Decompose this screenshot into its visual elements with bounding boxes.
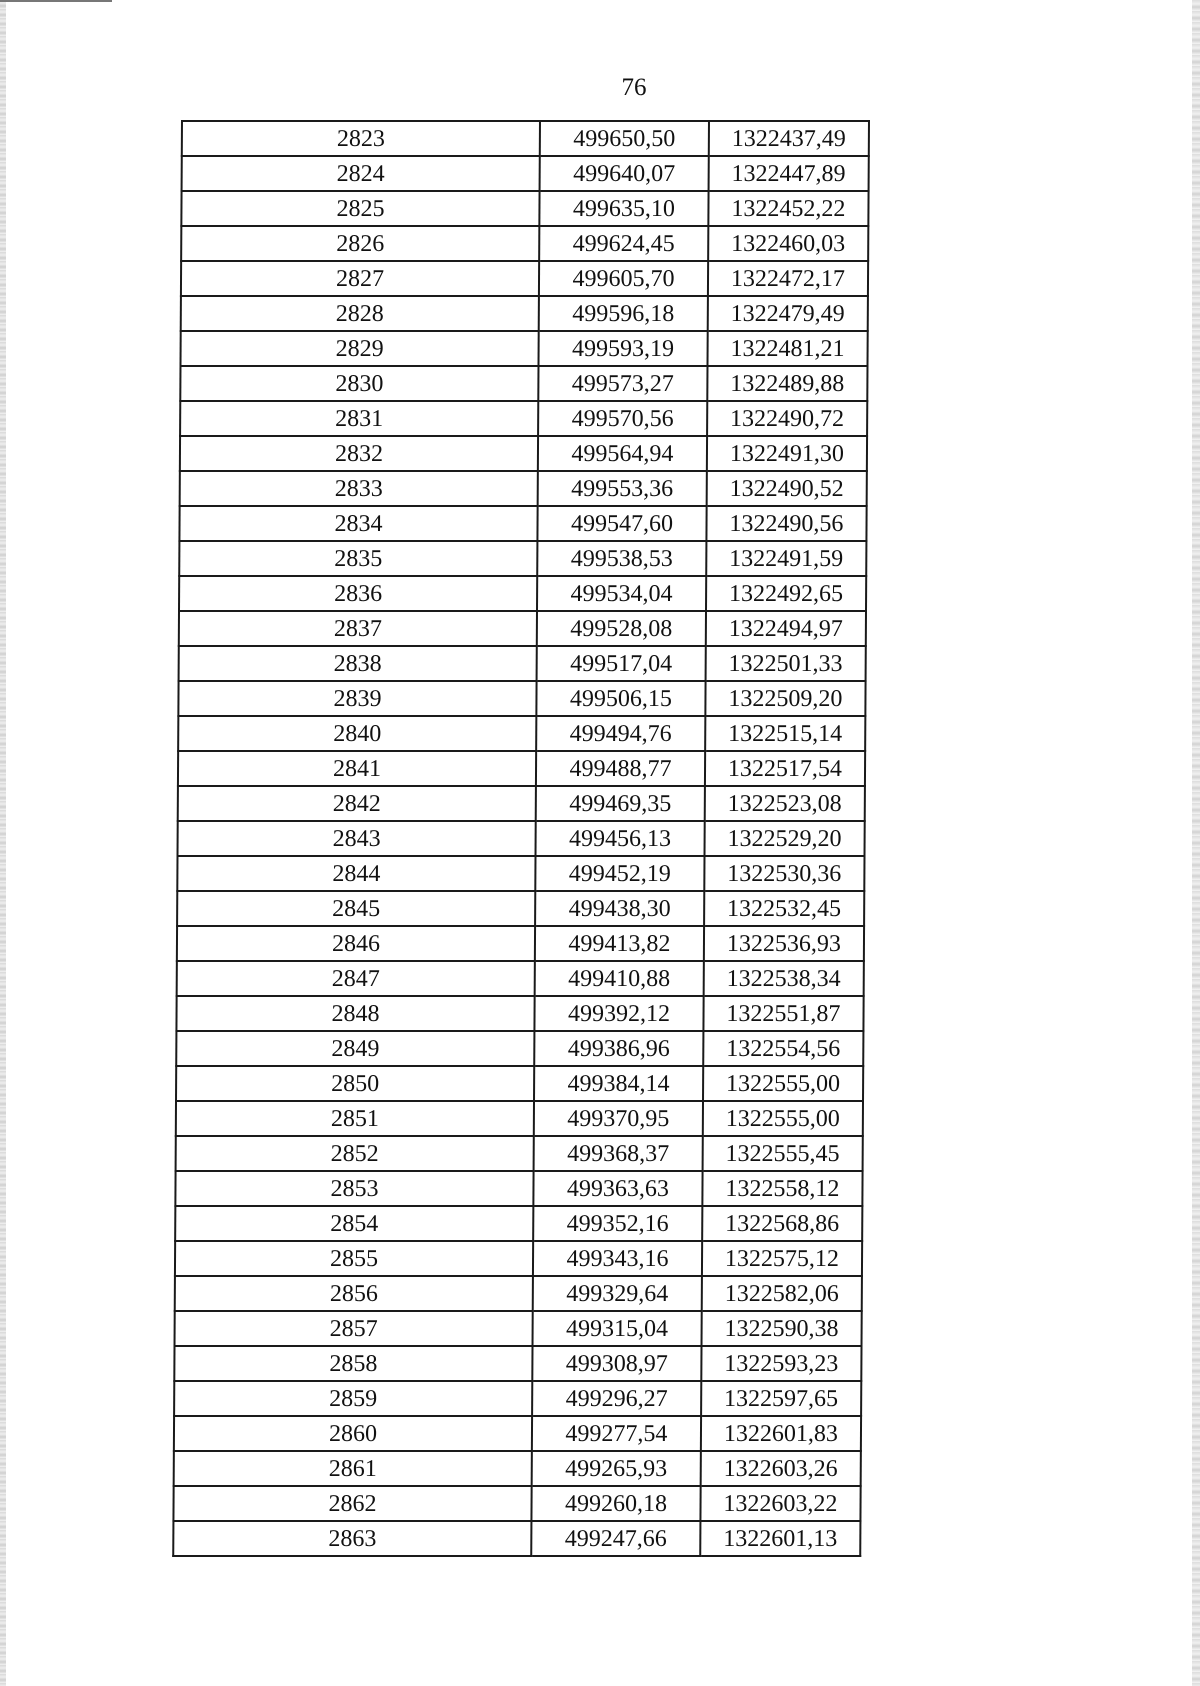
- y-coordinate-cell: 1322575,12: [702, 1241, 862, 1276]
- table-row: [174, 1346, 861, 1381]
- scan-edge-right: [1192, 0, 1200, 1686]
- x-coordinate-cell: 499494,76: [536, 716, 705, 751]
- table-row: [180, 331, 867, 366]
- x-coordinate-cell: 499456,13: [536, 821, 705, 856]
- point-number-cell: 2855: [175, 1241, 533, 1276]
- point-number-cell: 2859: [174, 1381, 532, 1416]
- point-number-cell: 2840: [178, 716, 536, 751]
- y-coordinate-cell: 1322603,26: [700, 1451, 860, 1486]
- y-coordinate-cell: 1322597,65: [701, 1381, 861, 1416]
- x-coordinate-cell: 499296,27: [532, 1381, 701, 1416]
- x-coordinate-cell: 499386,96: [534, 1031, 703, 1066]
- x-coordinate-cell: 499640,07: [540, 156, 709, 191]
- x-coordinate-cell: 499624,45: [539, 226, 708, 261]
- x-coordinate-cell: 499315,04: [533, 1311, 702, 1346]
- point-number-cell: 2851: [176, 1101, 534, 1136]
- table-row: [179, 611, 866, 646]
- x-coordinate-cell: 499368,37: [534, 1136, 703, 1171]
- y-coordinate-cell: 1322491,30: [707, 436, 867, 471]
- table-row: [181, 191, 868, 226]
- y-coordinate-cell: 1322536,93: [704, 926, 864, 961]
- y-coordinate-cell: 1322590,38: [701, 1311, 861, 1346]
- table-row: [181, 226, 868, 261]
- y-coordinate-cell: 1322554,56: [703, 1031, 863, 1066]
- x-coordinate-cell: 499553,36: [538, 471, 707, 506]
- x-coordinate-cell: 499343,16: [533, 1241, 702, 1276]
- y-coordinate-cell: 1322555,00: [703, 1066, 863, 1101]
- point-number-cell: 2854: [175, 1206, 533, 1241]
- point-number-cell: 2861: [174, 1451, 532, 1486]
- point-number-cell: 2835: [179, 541, 537, 576]
- x-coordinate-cell: 499452,19: [535, 856, 704, 891]
- table-row: [173, 1486, 860, 1521]
- table-row: [176, 1101, 863, 1136]
- y-coordinate-cell: 1322530,36: [704, 856, 864, 891]
- x-coordinate-cell: 499488,77: [536, 751, 705, 786]
- point-number-cell: 2858: [174, 1346, 532, 1381]
- table-row: [178, 786, 865, 821]
- y-coordinate-cell: 1322515,14: [705, 716, 865, 751]
- table-row: [179, 646, 866, 681]
- x-coordinate-cell: 499410,88: [535, 961, 704, 996]
- y-coordinate-cell: 1322437,49: [709, 121, 869, 156]
- point-number-cell: 2828: [181, 296, 539, 331]
- coordinates-table: [172, 120, 870, 1557]
- x-coordinate-cell: 499352,16: [533, 1206, 702, 1241]
- x-coordinate-cell: 499265,93: [532, 1451, 701, 1486]
- table-row: [180, 471, 867, 506]
- x-coordinate-cell: 499605,70: [539, 261, 708, 296]
- y-coordinate-cell: 1322492,65: [706, 576, 866, 611]
- page-number: 76: [621, 74, 647, 101]
- x-coordinate-cell: 499650,50: [540, 121, 709, 156]
- y-coordinate-cell: 1322568,86: [702, 1206, 862, 1241]
- y-coordinate-cell: 1322532,45: [704, 891, 864, 926]
- point-number-cell: 2830: [180, 366, 538, 401]
- coordinates-table-body: [173, 121, 869, 1556]
- table-row: [174, 1381, 861, 1416]
- y-coordinate-cell: 1322582,06: [702, 1276, 862, 1311]
- y-coordinate-cell: 1322601,83: [701, 1416, 861, 1451]
- y-coordinate-cell: 1322460,03: [708, 226, 868, 261]
- point-number-cell: 2839: [178, 681, 536, 716]
- point-number-cell: 2857: [175, 1311, 533, 1346]
- x-coordinate-cell: 499547,60: [538, 506, 707, 541]
- x-coordinate-cell: 499564,94: [538, 436, 707, 471]
- point-number-cell: 2862: [173, 1486, 531, 1521]
- y-coordinate-cell: 1322447,89: [708, 156, 868, 191]
- table-row: [180, 436, 867, 471]
- table-row: [178, 751, 865, 786]
- x-coordinate-cell: 499438,30: [535, 891, 704, 926]
- table-row: [177, 961, 864, 996]
- point-number-cell: 2847: [177, 961, 535, 996]
- y-coordinate-cell: 1322538,34: [703, 961, 863, 996]
- table-row: [182, 156, 869, 191]
- x-coordinate-cell: 499570,56: [538, 401, 707, 436]
- y-coordinate-cell: 1322593,23: [701, 1346, 861, 1381]
- point-number-cell: 2833: [180, 471, 538, 506]
- x-coordinate-cell: 499596,18: [539, 296, 708, 331]
- table-row: [175, 1276, 862, 1311]
- table-row: [175, 1311, 862, 1346]
- point-number-cell: 2831: [180, 401, 538, 436]
- x-coordinate-cell: 499329,64: [533, 1276, 702, 1311]
- point-number-cell: 2856: [175, 1276, 533, 1311]
- point-number-cell: 2845: [177, 891, 535, 926]
- table-row: [179, 506, 866, 541]
- y-coordinate-cell: 1322489,88: [707, 366, 867, 401]
- y-coordinate-cell: 1322490,56: [706, 506, 866, 541]
- x-coordinate-cell: 499538,53: [537, 541, 706, 576]
- table-row: [178, 821, 865, 856]
- x-coordinate-cell: 499247,66: [531, 1521, 700, 1556]
- table-row: [179, 576, 866, 611]
- x-coordinate-cell: 499308,97: [532, 1346, 701, 1381]
- table-row: [173, 1521, 860, 1556]
- point-number-cell: 2829: [180, 331, 538, 366]
- point-number-cell: 2863: [173, 1521, 531, 1556]
- x-coordinate-cell: 499528,08: [537, 611, 706, 646]
- point-number-cell: 2852: [176, 1136, 534, 1171]
- x-coordinate-cell: 499506,15: [536, 681, 705, 716]
- x-coordinate-cell: 499370,95: [534, 1101, 703, 1136]
- y-coordinate-cell: 1322491,59: [706, 541, 866, 576]
- point-number-cell: 2834: [179, 506, 537, 541]
- y-coordinate-cell: 1322509,20: [705, 681, 865, 716]
- x-coordinate-cell: 499260,18: [532, 1486, 701, 1521]
- table-row: [175, 1206, 862, 1241]
- point-number-cell: 2837: [179, 611, 537, 646]
- point-number-cell: 2850: [176, 1066, 534, 1101]
- scan-top-line: [0, 0, 112, 2]
- y-coordinate-cell: 1322490,72: [707, 401, 867, 436]
- point-number-cell: 2825: [181, 191, 539, 226]
- table-row: [181, 296, 868, 331]
- table-row: [180, 366, 867, 401]
- table-row: [176, 1136, 863, 1171]
- y-coordinate-cell: 1322490,52: [706, 471, 866, 506]
- y-coordinate-cell: 1322529,20: [704, 821, 864, 856]
- point-number-cell: 2826: [181, 226, 539, 261]
- y-coordinate-cell: 1322501,33: [705, 646, 865, 681]
- point-number-cell: 2853: [175, 1171, 533, 1206]
- point-number-cell: 2848: [176, 996, 534, 1031]
- y-coordinate-cell: 1322601,13: [700, 1521, 860, 1556]
- y-coordinate-cell: 1322558,12: [702, 1171, 862, 1206]
- point-number-cell: 2832: [180, 436, 538, 471]
- table-row: [178, 681, 865, 716]
- table-row: [175, 1241, 862, 1276]
- y-coordinate-cell: 1322517,54: [705, 751, 865, 786]
- point-number-cell: 2838: [179, 646, 537, 681]
- x-coordinate-cell: 499573,27: [538, 366, 707, 401]
- x-coordinate-cell: 499635,10: [539, 191, 708, 226]
- table-row: [176, 996, 863, 1031]
- y-coordinate-cell: 1322494,97: [706, 611, 866, 646]
- point-number-cell: 2836: [179, 576, 537, 611]
- point-number-cell: 2824: [182, 156, 540, 191]
- point-number-cell: 2844: [177, 856, 535, 891]
- point-number-cell: 2849: [176, 1031, 534, 1066]
- point-number-cell: 2843: [178, 821, 536, 856]
- table-row: [179, 541, 866, 576]
- table-row: [175, 1171, 862, 1206]
- x-coordinate-cell: 499277,54: [532, 1416, 701, 1451]
- point-number-cell: 2841: [178, 751, 536, 786]
- table-row: [177, 926, 864, 961]
- y-coordinate-cell: 1322555,00: [703, 1101, 863, 1136]
- x-coordinate-cell: 499392,12: [535, 996, 704, 1031]
- x-coordinate-cell: 499363,63: [533, 1171, 702, 1206]
- y-coordinate-cell: 1322479,49: [708, 296, 868, 331]
- y-coordinate-cell: 1322555,45: [702, 1136, 862, 1171]
- table-row: [181, 261, 868, 296]
- point-number-cell: 2860: [174, 1416, 532, 1451]
- table-row: [178, 716, 865, 751]
- table-row: [174, 1451, 861, 1486]
- y-coordinate-cell: 1322523,08: [705, 786, 865, 821]
- point-number-cell: 2842: [178, 786, 536, 821]
- point-number-cell: 2827: [181, 261, 539, 296]
- scan-edge-left: [0, 0, 6, 1686]
- table-row: [176, 1066, 863, 1101]
- y-coordinate-cell: 1322551,87: [703, 996, 863, 1031]
- x-coordinate-cell: 499517,04: [537, 646, 706, 681]
- x-coordinate-cell: 499469,35: [536, 786, 705, 821]
- point-number-cell: 2846: [177, 926, 535, 961]
- y-coordinate-cell: 1322481,21: [707, 331, 867, 366]
- table-row: [177, 856, 864, 891]
- x-coordinate-cell: 499534,04: [537, 576, 706, 611]
- x-coordinate-cell: 499413,82: [535, 926, 704, 961]
- table-row: [182, 121, 869, 156]
- point-number-cell: 2823: [182, 121, 540, 156]
- y-coordinate-cell: 1322472,17: [708, 261, 868, 296]
- y-coordinate-cell: 1322603,22: [700, 1486, 860, 1521]
- table-row: [177, 891, 864, 926]
- table-row: [176, 1031, 863, 1066]
- x-coordinate-cell: 499593,19: [539, 331, 708, 366]
- table-row: [180, 401, 867, 436]
- x-coordinate-cell: 499384,14: [534, 1066, 703, 1101]
- table-row: [174, 1416, 861, 1451]
- y-coordinate-cell: 1322452,22: [708, 191, 868, 226]
